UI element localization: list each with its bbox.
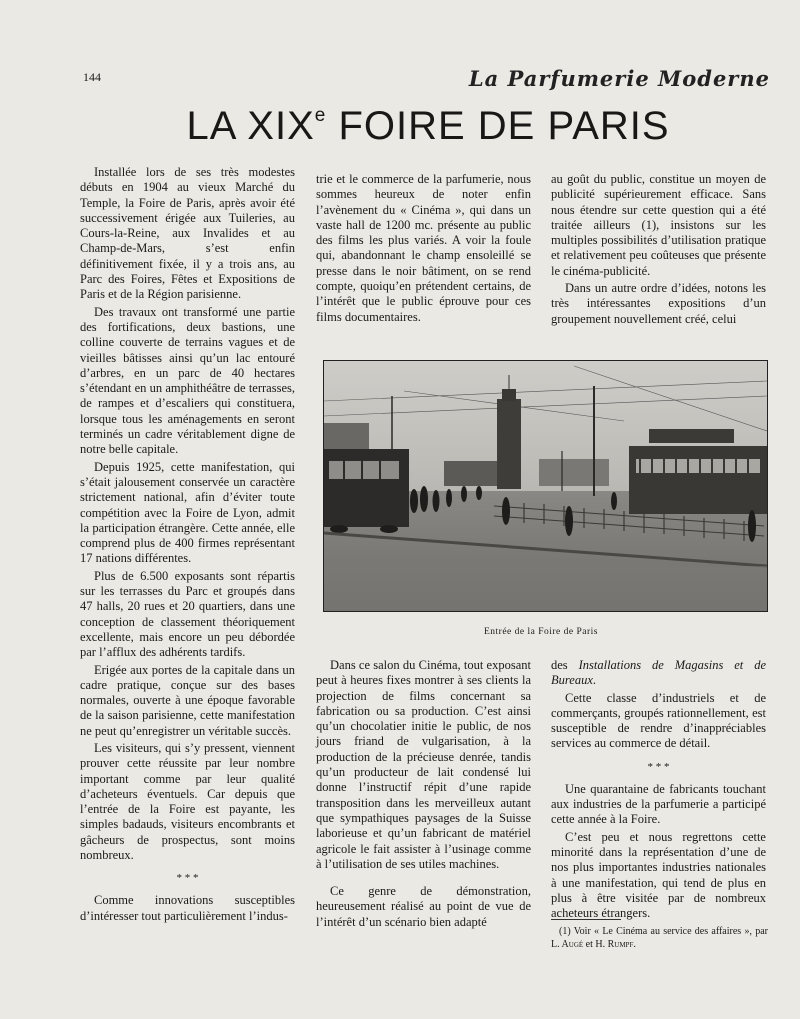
paragraph: Dans ce salon du Cinéma, tout exposant peut à heures fixes montrer à ses clients la projection de films concernant sa fabrication ou sa production. C’est ainsi qu’un chocolatier initie le public, de nos jours friand de vulgarisation, à la production de la précieuse denrée, tandis qu’un producteur de lait condensé lui donne l’instructif répit d’une rapide transposition dans les merveilleux autant que sympathiques paysages de la Suisse laborieuse et qu’un fabricant de matériel agricole le fait assister à l’usinage comme à l’utilisation de ses utiles machines.: [316, 658, 531, 871]
title-main: LA XIX: [186, 104, 315, 148]
paragraph: Une quarantaine de fabricants touchant aux industries de la parfumerie a participé cette année à la Foire.: [551, 781, 766, 827]
text-fragment: et: [583, 939, 596, 950]
footnote-text: [551, 925, 768, 951]
paragraph: Installée lors de ses très modestes débuts en 1904 au vieux Marché du Temple, la Foire de Paris, après avoir été successivement érigée aux Tuileries, au Cours-la-Reine, aux Invalides et au Champ-de-Mars, s’est enfin définitivement fixée, il y a trois ans, au Parc des Foires, Fêtes et Expositions de Paris et de la Région parisienne.: [80, 165, 295, 302]
article-title: [0, 104, 800, 149]
photo-caption: Entrée de la Foire de Paris: [483, 627, 598, 637]
paragraph: Comme innovations susceptibles d’intéresser tout particulièrement l’indus-: [80, 893, 295, 923]
asterism: * * *: [176, 872, 199, 885]
asterism: * * *: [647, 760, 670, 773]
text-fragment: .: [592, 673, 597, 688]
text-fragment: (1) Voir « Le Cinéma au service des affaires », par: [559, 926, 768, 937]
page-number: 144: [83, 70, 101, 84]
fair-entrance-photo: [323, 360, 768, 612]
footnote-divider: [551, 919, 621, 920]
italic-text: Installations de Magasins et de Bureaux: [551, 658, 766, 688]
paragraph: Ce genre de démonstration, heureusement réalisé au point de vue de l’intérêt d’un scénario bien adapté: [316, 884, 531, 929]
paragraph: Plus de 6.500 exposants sont répartis sur les terrasses du Parc et groupés dans 47 halls, 20 rues et 20 quartiers, dans une conception de classement théoriquement excellente, mais encore un peu débordée par l’afflux des adhérents tardifs.: [80, 568, 295, 660]
paragraph: au goût du public, constitue un moyen de publicité supérieurement efficace. Sans nous étendre sur cette question qui a été traitée ailleurs (1), insistons sur les multiples possibilités d’utilisation pratique et relativement peu coûteuses que présente le cinéma-publicité.: [551, 172, 766, 278]
column-2: [316, 172, 531, 325]
author-name: L. Augé: [551, 939, 584, 950]
paragraph: Les visiteurs, qui s’y pressent, viennent prouver cette réussite par leur nombre important comme par leur qualité d’acheteurs éventuels. Car depuis que l’entrée de la Foire est payante, les simples badauds, visiteurs encombrants et gâcheurs de prospectus, sont moins nombreux.: [80, 740, 295, 863]
footnote: [551, 925, 768, 951]
paragraph: Depuis 1925, cette manifestation, qui s’était jalousement conservée un caractère strictement national, afin d’éviter toute compétition avec la Foire de Lyon, admit la participation étrangère. Cette année, elle comprend plus de 400 firmes représentant 17 nations différentes.: [80, 459, 295, 566]
journal-title: La Parfumerie Moderne: [468, 66, 770, 91]
text-fragment: .: [633, 939, 636, 950]
column-1: [80, 165, 295, 924]
title-rest: FOIRE DE PARIS: [326, 104, 670, 148]
paragraph: Cette classe d’industriels et de commerçants, groupés rationnellement, est susceptible de rendre d’inappréciables services au commerce de détail.: [551, 690, 766, 751]
paragraph: C’est peu et nous regrettons cette minorité dans la représentation d’une de nos plus importantes industries nationales à une manifestation, qui tend de plus en plus à être visitée par de nombreux acheteurs étrangers.: [551, 829, 766, 921]
photo-illustration: [324, 361, 767, 611]
column-3: [551, 172, 766, 327]
text-fragment: des: [551, 658, 579, 672]
title-superscript: e: [314, 104, 327, 126]
column-5: [551, 658, 766, 921]
paragraph: trie et le commerce de la parfumerie, nous sommes heureux de noter enfin l’avènement du « Cinéma », qui dans un vaste hall de 1200 mc. présente au public des films les plus variés. A voir la foule qui, abandonnant le champ ensoleillé se presse dans le noir bâtiment, on se rend compte, quoiqu’en prétendent certains, de l’intérêt que le public éprouve pour ces films documentaires.: [316, 172, 531, 324]
paragraph: Des travaux ont transformé une partie des fortifications, deux bastions, une colline couverte de terrains vagues et de vieilles bâtisses ainsi qu’un lac entouré d’arbres, en un parc de 40 hectares s’étendant en un amphithéâtre de terrasses, de rampes et d’escaliers qui constituera, lorsque tous les aménagements en seront terminés un cadre véritablement digne de notre belle capitale.: [80, 304, 295, 457]
paragraph: Dans un autre ordre d’idées, notons les très intéressantes expositions d’un groupement nouvellement créé, celui: [551, 281, 766, 326]
paragraph: [551, 658, 766, 689]
author-name: H. Rumpf: [595, 939, 634, 950]
paragraph: Erigée aux portes de la capitale dans un cadre pratique, conçue sur des bases normales, ouverte à une époque favorable de la saison parisienne, cette manifestation ne peut qu’enregistrer un véritable succès.: [80, 662, 295, 738]
column-4: [316, 658, 531, 930]
